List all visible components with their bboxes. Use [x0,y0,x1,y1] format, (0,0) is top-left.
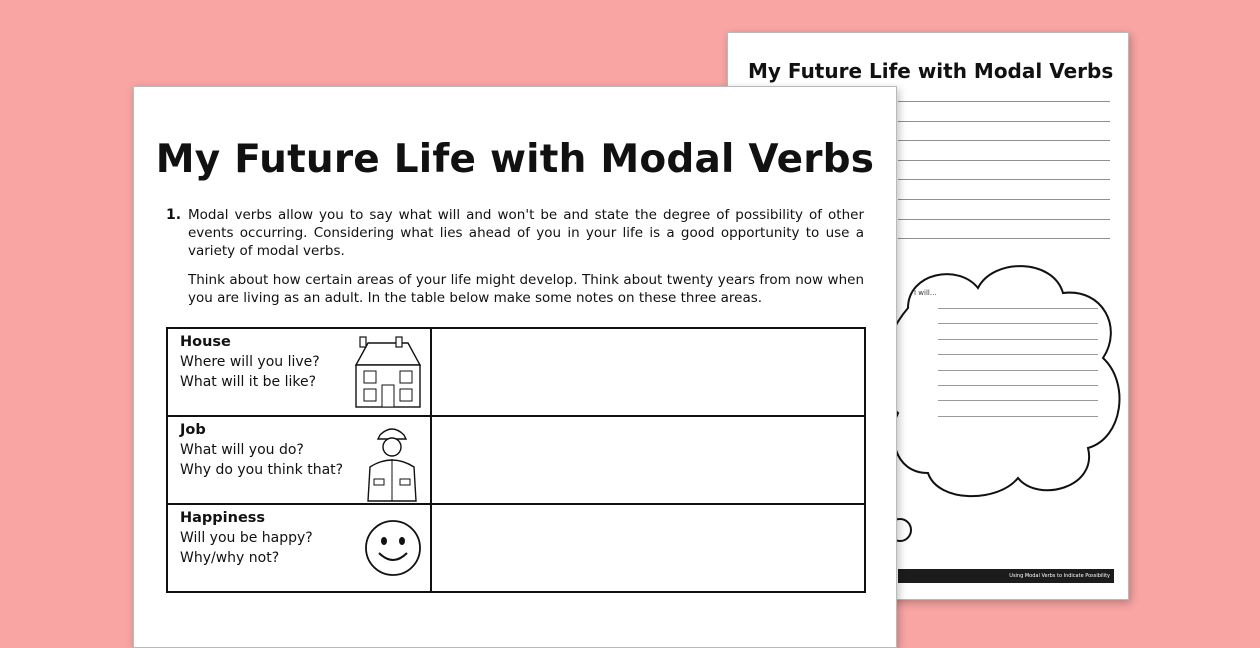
cloud-writing-lines [938,308,1098,431]
page-title: My Future Life with Modal Verbs [155,137,875,182]
row-heading: Job [180,422,206,438]
table-row [167,504,865,592]
table-row [167,328,865,416]
row-question: Where will you live? [180,354,320,370]
smiley-icon [362,517,424,579]
notes-table [166,327,866,593]
firefighter-icon [360,423,424,503]
answer-cell[interactable] [431,504,865,592]
row-question: Why do you think that? [180,462,344,478]
writing-lines [898,101,1110,258]
instructions-paragraph: Think about how certain areas of your life might develop. Think about twenty years from now when you are living as an adult. In the table below make some notes on these three areas. [188,272,864,306]
answer-cell[interactable] [431,328,865,416]
row-question: Will you be happy? [180,530,313,546]
prompt-cell [167,416,431,504]
prompt-cell [167,504,431,592]
row-question: What will it be like? [180,374,317,390]
row-question: What will you do? [180,442,304,458]
question-number: 1. [166,207,182,223]
cloud-prompt: I will... [914,289,937,297]
intro-paragraph: Modal verbs allow you to say what will and won't be and state the degree of possibility of other events occurring. Considering what lies ahead of you in your life is a good opportunity to use a variety of modal verbs. [188,207,864,259]
table-row [167,416,865,504]
row-heading: Happiness [180,510,266,526]
house-icon [348,335,424,409]
answer-cell[interactable] [431,416,865,504]
row-question: Why/why not? [180,550,280,566]
front-worksheet [133,86,897,648]
back-page-title: My Future Life with Modal Verbs [748,59,1114,83]
prompt-cell [167,328,431,416]
row-heading: House [180,334,231,350]
page-footer: Using Modal Verbs to Indicate Possibility [898,569,1114,583]
